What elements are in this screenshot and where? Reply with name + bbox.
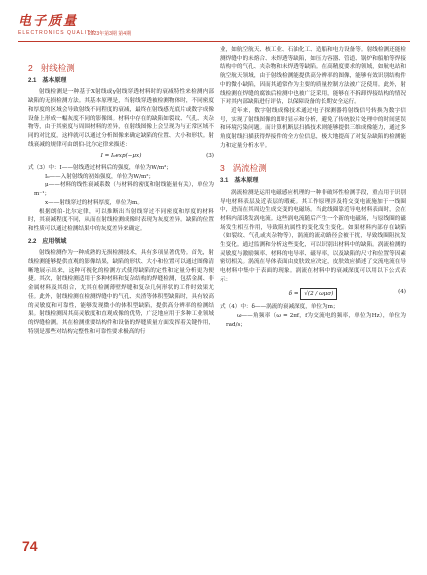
subsection-3-1-heading: 3.1 基本原理 [220,178,259,185]
left-column [28,50,214,336]
paragraph: 涡流检测是运用电磁感应机理的一种非破坏性检测手段，重点用于识别导电材料表层及近表层的瑕疵。其工作原理涉及将交变电流施加于一线圈中，进而在其周边生成交变的电磁场。当此线圈靠近导电材料表面时，会在材料内部诱发涡电流。这些涡电流随后产生一个新的电磁场，与原线圈的磁场发生相互作用，导致阻抗属性的变化发生变化。如果材料内部存在缺陷（如裂纹、气孔或夹杂物等），涡流的流动路径会被干扰，导致线圈阻抗发生变化。通过监测和分析这些变化，可以识别出材料中的缺陷。涡流检测的灵敏度与激励频率、材料的电导率、磁导率，以及缺陷的尺寸和位置等因素密切相关。涡流在导体表面由皮肤效应决定，皮肤效应描述了交流电流在导电材料中集中于表面的现象。涡流在材料中的衰减深度可以用以下公式表示： [220,189,406,283]
paragraph: 射线检测作为一种成熟的无损检测技术，具有多项显著优势。首先，射线检测能够提供直观的影像结果，缺陷的形状、大小和位置可以通过图像清晰地展示出来，这种可视化的检测方式使得缺陷的定性和定量分析更为便捷。其次，射线检测适用于多种材料和复杂结构的焊缝检测，包括金属、非金属材料及其组合，尤其在检测薄壁焊缝和复杂几何形状的工件时效果尤佳。此外，射线检测在检测焊缝中的气孔、夹渣等体积型缺陷时，具有较高的灵敏度和可靠性，能够发现微小的体积型缺陷，提供高分辨率的检测结果。射线检测因其高灵敏度和直观成像的优势，广泛地应用于多种工业领域的焊缝检测。其在检测重要结构件和设备的焊缝质量方面发挥着关键作用，特别是那些对结构完整性和可靠性要求极高的行 [28,250,214,335]
page-number: 74 [22,538,38,554]
paragraph: 近年来，数字射线成像技术通过电子探测器将射线信号转换为数字信号，实现了射线图像的即时显示和分析，避免了传统胶片处理中的时间延误和环境污染问题。而计算机断层扫描技术则能够提供三维成像能力，通过多角度射线扫描获得焊接件的全方位信息，极大地提高了对复杂缺陷的检测能力和定量分析水平。 [220,107,406,149]
issue-info: 2023年第3期 第4期 [88,31,132,37]
definition: 式（4）中：δ——涡流的衰减深度，单位为m； [220,304,339,311]
journal-logo-english: ELECTRONICS QUALITY [18,30,96,36]
subsection-2-2-heading: 2.2 应用领域 [28,238,67,245]
paragraph: 业，如航空航天、核工业、石油化工、造船和电力设备等。射线检测还能检测焊缝中的未熔合、未焊透等缺陷，如压力容器、管道、锅炉和船舶等焊接结构中的气孔、夹杂物和未焊透等缺陷。在高精度要求的领域，如航电站和航空航天领域，由于射线检测能提供高分辨率的图像，能够有效识别结构件中的微小缺陷，因而其通常作为主要的质量控制方法被广泛使用。此外，射线检测在焊缝的腐蚀后检测中也被广泛采用，能够在不拆卸焊接结构的情况下对其内部缺陷进行评估，以保障设备的长期安全运行。 [220,47,406,106]
equation-4: δ = √(2 / ωμσ) (4) [220,288,406,301]
journal-logo: 电子质量 [18,14,79,29]
definition: μ——材料的线性衰减系数（与材料的密度和射线能量有关），单位为m⁻¹； [34,182,214,198]
section-3-heading: 3 涡流检测 [220,163,267,174]
paragraph: 根据朗伯-比尔定律，可以推断出当射线穿过不同密度和厚度的材料时，其衰减程度不同，从而在射线检测成像时表现为灰度差异。缺陷的位置和性质可以通过检测结果中的灰度差异来确定。 [28,208,214,232]
paragraph: 射线检测是一种基于X射线或γ射线穿透材料时的衰减特性来检测内部缺陷的无损检测方法。其基本原理是，当射线穿透被检测物体时，不同密度和厚度的区域会导致射线不同程度的衰减，最终在射线感光底片或数字成像设备上形成一幅灰度不同的影像图。材料中存在的缺陷如裂纹、气孔、夹杂物等，由于其密度与周围材料的差异，在射线图像上会呈现为与正常区域不同的对比度，这样就可以通过分析图像来确定缺陷的位置、大小和形状。射线衰减的规律可由朗伯-比尔定律来描述： [28,89,214,148]
subsection-2-1-heading: 2.1 基本原理 [28,77,67,84]
header-rule [18,41,410,42]
section-2-heading: 2 射线检测 [28,63,75,73]
right-column [220,46,406,329]
definition: ω——角频率（ω = 2πf，f为交流电的频率，单位为Hz），单位为rad/s； [226,312,406,328]
equation-3: I = I₀exp(−μx) (3) [100,153,214,160]
definition: x——射线穿过的材料厚度，单位为m。 [45,199,143,206]
definition: 式（3）中：I——射线透过材料后的强度，单位为W/m²； [28,165,173,172]
definition: I₀——入射射线的初始强度，单位为W/m²； [45,173,155,180]
